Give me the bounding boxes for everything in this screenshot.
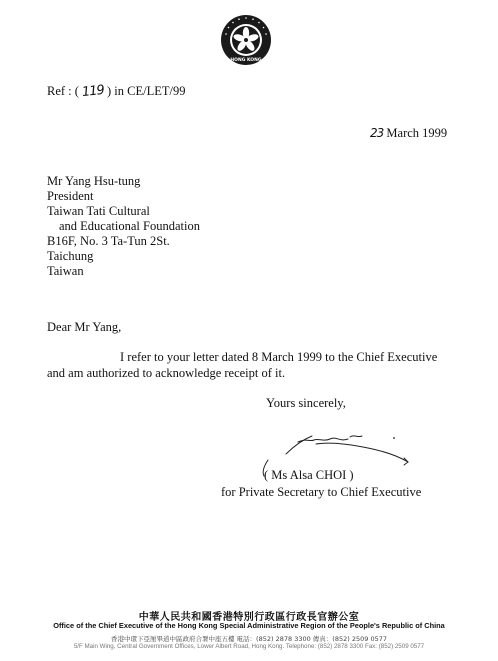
closing: Yours sincerely, [266,396,346,410]
recipient-organization: Taiwan Tati Cultural [47,204,150,218]
signatory-role: for Private Secretary to Chief Executive [221,485,422,499]
body-line-1: I refer to your letter dated 8 March 1999 to the Chief Executive [120,350,438,364]
footer-address-chinese: 香港中環下亞厘畢道中區政府合署中座五樓 電話：(852) 2878 3300 傳真：(852) 2509 0577 [110,635,388,643]
letter-date [370,126,447,140]
hksar-emblem-logo [220,14,272,66]
signatory-name: ( Ms Alsa CHOI ) [264,468,354,482]
emblem-ring-text: HONG KONG [230,58,262,63]
recipient-city: Taichung [47,249,94,263]
recipient-address [47,174,200,279]
reference-prefix: Ref : ( [47,84,79,98]
footer-office-chinese: 中華人民共和國香港特別行政區行政長官辦公室 [138,612,360,623]
body-line-2: and am authorized to acknowledge receipt of it. [47,366,286,380]
recipient-street: B16F, No. 3 Ta-Tun 2St. [47,234,170,248]
reference-line [47,84,185,99]
footer-address-english: 5/F Main Wing, Central Government Offices, Lower Albert Road, Hong Kong. Telephone: (852) 2878 3300 Fax: (852) 2509 0577 [73,643,425,650]
salutation: Dear Mr Yang, [47,320,122,334]
reference-suffix: ) in CE/LET/99 [107,84,186,98]
recipient-country: Taiwan [47,264,84,278]
recipient-organization-cont: and Educational Foundation [59,219,200,233]
recipient-title: President [47,189,94,203]
recipient-name: Mr Yang Hsu-tung [47,174,141,188]
reference-number: 119 [81,82,105,101]
date-day: 23 [370,126,384,140]
date-month-year: March 1999 [386,126,448,140]
footer-office-english: Office of the Chief Executive of the Hong Kong Special Administrative Region of the People's Republic of China [53,621,445,630]
